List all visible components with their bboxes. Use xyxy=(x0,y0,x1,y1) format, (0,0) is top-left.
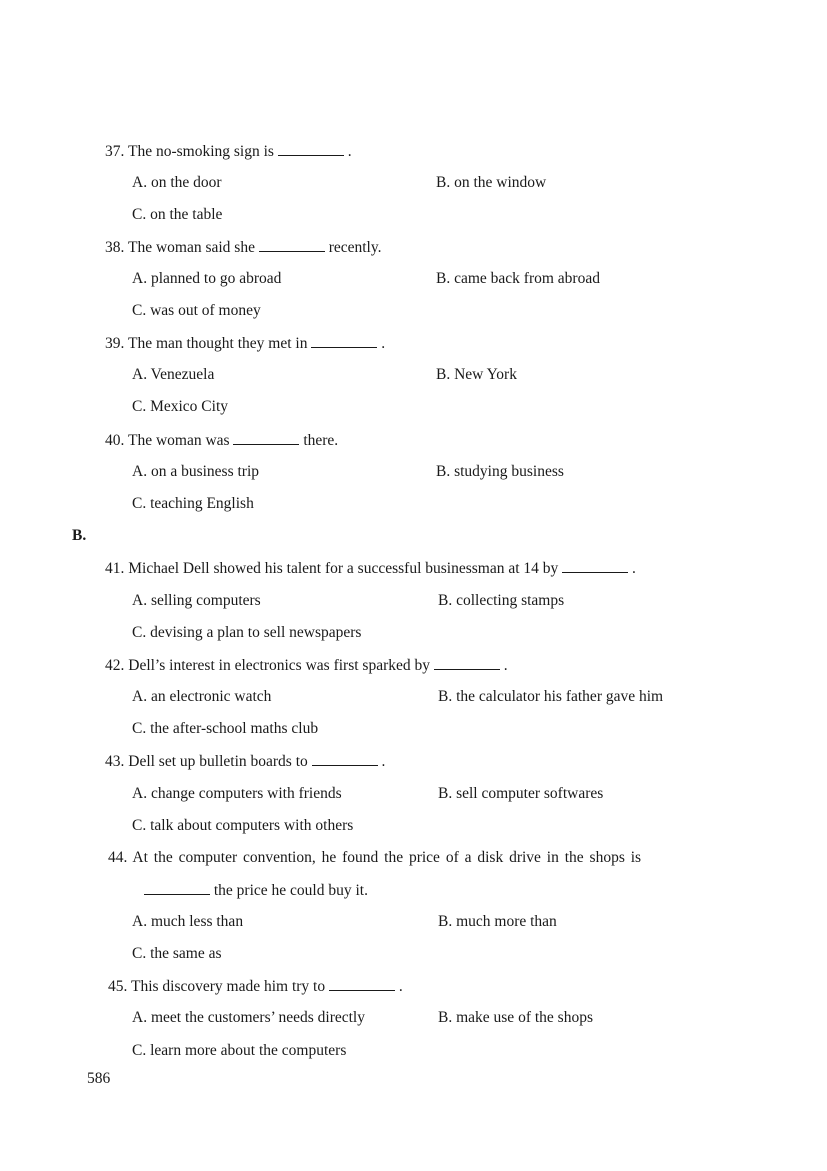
question-37-option-b: B. on the window xyxy=(436,174,547,191)
answer-blank xyxy=(562,558,628,573)
question-40-option-c: C. teaching English xyxy=(132,495,254,512)
answer-blank xyxy=(278,141,344,156)
question-43-option-a: A. change computers with friends xyxy=(132,785,342,802)
question-43-stem: 43. Dell set up bulletin boards to . xyxy=(105,753,386,770)
question-42-stem: 42. Dell’s interest in electronics was first sparked by . xyxy=(105,657,508,674)
question-44-option-c: C. the same as xyxy=(132,945,222,962)
question-41-option-a: A. selling computers xyxy=(132,592,261,609)
question-39-stem: 39. The man thought they met in . xyxy=(105,335,386,352)
question-42-option-a: A. an electronic watch xyxy=(132,688,272,705)
question-43-option-c: C. talk about computers with others xyxy=(132,817,354,834)
question-38-option-b: B. came back from abroad xyxy=(436,270,600,287)
question-37-stem: 37. The no-smoking sign is . xyxy=(105,143,352,160)
question-41-option-b: B. collecting stamps xyxy=(438,592,565,609)
answer-blank xyxy=(312,751,378,766)
question-37-option-c: C. on the table xyxy=(132,206,223,223)
page-number: 586 xyxy=(87,1070,111,1087)
question-44-stem-line-1: 44. At the computer convention, he found the price of a disk drive in the shops is xyxy=(108,849,642,866)
answer-blank xyxy=(144,880,210,895)
question-41-stem: 41. Michael Dell showed his talent for a successful businessman at 14 by . xyxy=(105,560,636,577)
answer-blank xyxy=(434,655,500,670)
question-38-option-c: C. was out of money xyxy=(132,302,261,319)
question-40-option-a: A. on a business trip xyxy=(132,463,260,480)
question-41-option-c: C. devising a plan to sell newspapers xyxy=(132,624,362,641)
answer-blank xyxy=(329,976,395,991)
question-37-option-a: A. on the door xyxy=(132,174,222,191)
question-43-option-b: B. sell computer softwares xyxy=(438,785,604,802)
question-42-option-b: B. the calculator his father gave him xyxy=(438,688,664,705)
question-45-stem: 45. This discovery made him try to . xyxy=(108,978,403,995)
question-38-option-a: A. planned to go abroad xyxy=(132,270,282,287)
question-39-option-b: B. New York xyxy=(436,366,517,383)
question-44-stem-line-2: the price he could buy it. xyxy=(144,880,368,901)
answer-blank xyxy=(233,430,299,445)
question-38-stem: 38. The woman said she recently. xyxy=(105,239,382,256)
answer-blank xyxy=(311,333,377,348)
answer-blank xyxy=(259,237,325,252)
question-45-option-c: C. learn more about the computers xyxy=(132,1042,347,1059)
question-44-option-a: A. much less than xyxy=(132,913,244,930)
question-39-option-a: A. Venezuela xyxy=(132,366,215,383)
question-40-option-b: B. studying business xyxy=(436,463,564,480)
question-45-option-a: A. meet the customers’ needs directly xyxy=(132,1009,365,1026)
question-42-option-c: C. the after-school maths club xyxy=(132,720,319,737)
question-40-stem: 40. The woman was there. xyxy=(105,432,339,449)
question-44-option-b: B. much more than xyxy=(438,913,557,930)
question-45-option-b: B. make use of the shops xyxy=(438,1009,593,1026)
section-b-heading: B. xyxy=(72,527,87,544)
question-39-option-c: C. Mexico City xyxy=(132,398,229,415)
